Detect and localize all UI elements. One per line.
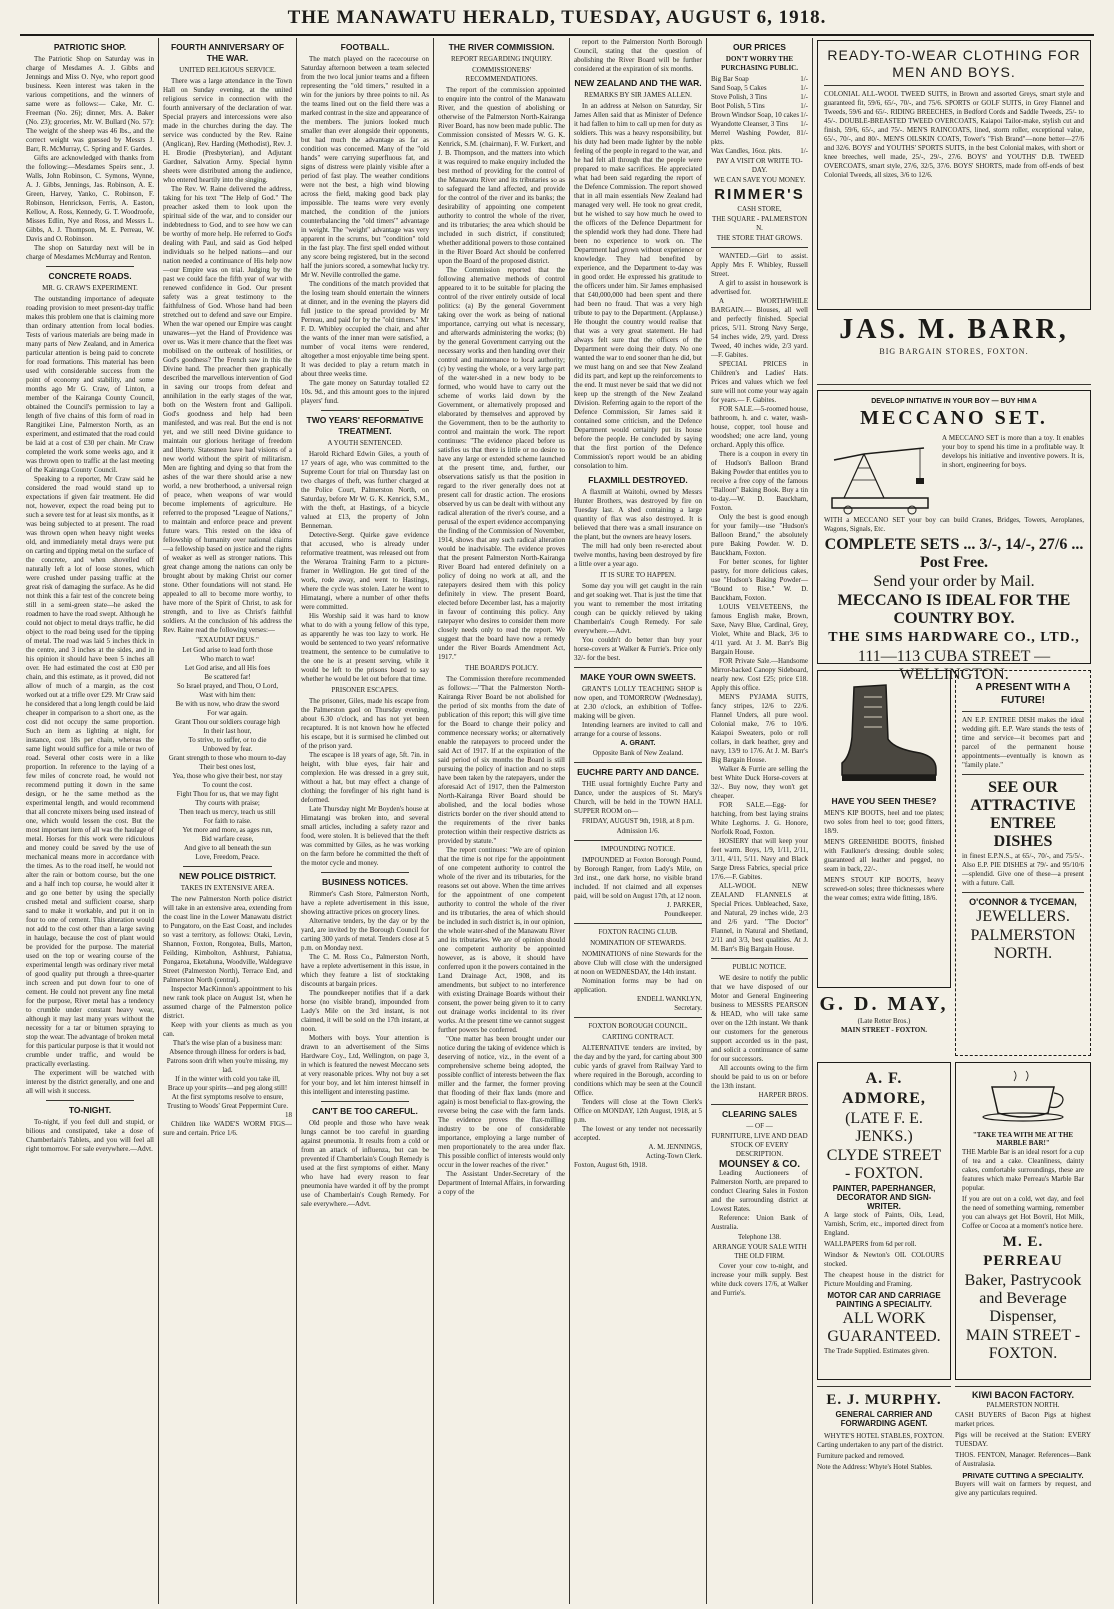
admore-ad	[817, 1062, 951, 1380]
verse-line: Fight Thou for us, that we may fight	[176, 790, 279, 798]
paragraph: Detective-Sergt. Quirke gave evidence that accused, who is already under reformative treatment, was released out from the Weraroa Training Farm to a picture-framer in Wellington. He got tired of the work, rode away, and went to Hastings, where the cycle was stolen. Later he went to Himatangi, where a number of other thefts were committed.	[301, 531, 429, 611]
ad-text: The Trade Supplied. Estimates given.	[824, 1347, 929, 1355]
verse-heading: "EXAUDIAT DEUS."	[196, 636, 259, 644]
classified: FOR SALE.—Egg- for hatching, from best laying strains White Leghorns. J. G. Honore, Norfolk Road, Foxton.	[711, 801, 808, 836]
boot-icon	[824, 677, 944, 787]
paragraph: The poundkeeper notifies that if a dark horse (no visible brand), impounded from Lady's Mile on the 3rd instant, is not claimed, it will be sold on the 17th instant, at noon.	[301, 989, 429, 1033]
paragraph: The outstanding importance of adequate roading provision to meet present-day traffic makes this problem one that is claiming more than ordinary attention from local bodies. Tests of various materials are being made in many parts of New Zealand, and in America particular attention is being paid to concrete for road formations. This material has been used with considerable success from the point of economy and stability, and some months ago Mr G. Craw, of Linton, a member of the Kairanga County Council, obtained the Council's permission to lay a length of five chains of this form of road in Rangitikei Line, Palmerston North, as an experiment, and estimated that the road could be laid at a cost of £30 per chain. Mr Craw completed the work some weeks ago, and it was thrown open to traffic at the last meeting of the Kairanga County Council.	[26, 295, 154, 474]
store-subtitle: CASH STORE,	[737, 205, 782, 213]
classified: There is a coupon in every tin of Hudson's Balloon Brand Baking Powder that entitles you to receive a free copy of the famous "Balloon" Baking Book. Buy a tin to-day.—W. D. Bauckham, Foxton.	[711, 450, 809, 512]
headline: CAN'T BE TOO CAREFUL.	[312, 1106, 418, 1116]
verse-line: Unbowed by fear.	[202, 745, 253, 753]
divider	[711, 958, 808, 959]
ad-subtitle: SEE OUR ATTRACTIVE ENTREE DISHES	[970, 779, 1076, 850]
firm-address: CLYDE STREET - FOXTON.	[826, 1147, 942, 1182]
signature: A. GRANT.	[620, 740, 656, 747]
headline: BUSINESS NOTICES.	[322, 877, 408, 887]
subheadline: PRISONER ESCAPES.	[331, 686, 399, 694]
paragraph: The prisoner, Giles, made his escape from the Palmerston gaol on Thursday evening, about 6.30 o'clock, and has not yet been recaptured. It is not known how he effected his escape, but it is surmised he climbed out of the prison yard.	[301, 697, 429, 750]
headline: NEW POLICE DISTRICT.	[179, 871, 276, 881]
divider	[574, 667, 702, 668]
classified: FOR SALE.—5-roomed house, bathroom, h. and c. water, wash-house, copper, tool house and woodshed; one acre land, young orchard. Apply this office.	[711, 405, 808, 449]
price-row	[711, 129, 808, 147]
divider	[46, 1100, 134, 1101]
headline: FOURTH ANNIVERSARY OF THE WAR.	[170, 42, 285, 63]
firm-address: 111—113 CUBA STREET — WELLINGTON.	[857, 648, 1051, 683]
classified: FOR Private Sale.—Handsome Mirror-backed Canopy Sideboard, nearly new. Cost £25; price £18. Apply this office.	[711, 657, 808, 692]
subheadline: MR. G. CRAW'S EXPERIMENT.	[42, 284, 138, 292]
headline: TO-NIGHT.	[68, 1105, 112, 1115]
paragraph: Mothers with boys. Your attention is drawn to an advertisement of the Sims Hardware Coy., Ltd, Wellington, on page 3, in which is featured the newest Meccano sets at very reasonable prices. Why not buy a set for your boy, and let him interest himself in this intelligent and interesting pastime.	[301, 1034, 429, 1096]
verse-line: And give to all beneath the sun	[183, 844, 272, 852]
verse-line: Patrons soon drift when you're missing, my lad.	[166, 1057, 289, 1074]
paragraph: IMPOUNDED at Foxton Borough Pound, by Borough Ranger, from Lady's Mile, on 3rd inst., one dark horse, no visible brand included. If not claimed and all expenses paid, will be sold on August 17th, at 12 noon.	[574, 856, 702, 900]
paragraph: The Rev. W. Raine delivered the address, taking for his text "The Help of God." The preacher asked them to look upon the spiritual side of the war, and to consider our indebtedness to God, and to see how we can be worthy of more help. He referred to God's dealing with Paul, and said as God helped individuals so he helped nations—and our nation needed a continuance of His help now—our Empire was on trial. Judging by the past we could face the fifth year of war with renewed confidence in God. Our present safety was a great testimony to the faithfulness of God. Whose hand had been stretched out to defend and save our Empire. When the war opened our Empire was caught unawares—yet the Hand of Providence was over us. Was it mere chance that the fleet was mobilised on the outbreak of hostilities, or God's goodness? The French saw in this the Divine hand. The preacher then graphically described the marvellous intervention of God in saving our troops from defeat and annihilation in the early stages of the war, both on the Western front and Gallipoli. God's goodness and help had been manifested, and was real. But the end is not yet, and we still need Divine guidance to maintain our glorious heritage of freedom and liberty. Statesmen have had visions of a new world without the spirit of militarism. Men are fighting and dying so that from the ashes of the war there should arise a new world, a new brotherhood, a universal reign of peace, when weapons of war would become implements of agriculture. He referred to the proposed "League of Nations," to maintain and enforce peace and prevent future wars. This rested on the idea of fellowship of humanity over national claims—a fellowship based on justice and the rights of weaker as well as stronger nations. This great change among the nations can only be brought about by making Christ our corner stone. Other foundations will not stand. He appealed to all to become more worthy, to have more of the Spirit of Christ, to ask for strength, and to live as Christ's faithful soldiers. At the conclusion of his address the Rev. Raine read the following verses:—	[163, 185, 292, 634]
column-4	[434, 38, 570, 1604]
paragraph: Tenders will close at the Town Clerk's Office on MONDAY, 12th August, 1918, at 5 p.m.	[574, 1098, 702, 1124]
column-5	[570, 38, 707, 1604]
subheadline: IMPOUNDING NOTICE.	[600, 845, 676, 853]
verse-line: Be with us now, who draw the sword	[175, 700, 280, 708]
firm-trade: JEWELLERS.	[976, 908, 1070, 925]
paragraph: WE desire to notify the public that we have disposed of our Motor and General Engineering business to MESSRS PEARSON & HEAD, who will take same over on the 12th instant. We thank our customers for the generous support accorded us in the past, and solicit a continuance of same for our successors.	[711, 974, 808, 1063]
firm-name: A. F. ADMORE,	[842, 1070, 926, 1107]
classified: WANTED.—Girl to assist. Apply Mrs F. Whibley, Russell Street.	[711, 252, 808, 278]
paragraph: The conditions of the match provided that the losing team should entertain the winners at dinner, and in the evening the players did full justice to the spread provided by Mr Perreau, and paid for by the "old timers." Mr F. D. Whibley occupied the chair, and after the wants of the inner man were satisfied, a number of vocal items were rendered, altogether a most enjoyable time being spent. It was decided to play a return match in about three weeks time.	[301, 280, 429, 378]
ad-feature: PRIVATE CUTTING A SPECIALITY.	[962, 1471, 1084, 1480]
price-value: 1/-	[800, 111, 808, 119]
paragraph: The mill had only been re-erected about twelve months, having been destroyed by fire a little over a year ago.	[574, 542, 702, 568]
verse-line: Yet more and more, as ages run,	[182, 826, 273, 834]
store-slogan: THE STORE THAT GROWS.	[716, 234, 803, 242]
ad-text: COLONIAL ALL-WOOL TWEED SUITS, in Brown and assorted Greys, smart style and guaranteed fit, 59/6, 65/-, 70/-, and 75/6. SPORTS or GOLF SUITS, in Grey Flannel and Tweeds, 59/6 and 65/-. RIDING BREECHES, in Bedford Cords and Saddle Tweeds, 25/- to 45/-. DOUBLE-BREASTED TWEED OVERCOATS, Kaiapoi Tailor-make, stylish cut and finish, 59/6, 65/-, and 75/-. MEN'S RAINCOATS, lined, storm roller, exceptional value, 65/-, 70/-, and 80/-. MEN'S OILSKIN COATS, Tower's "Fish Brand"—none better—27/6 and 32/6. BOYS' and YOUTHS' SPORTS SUITS, in the best Colonial makes, with short or knee breeches, well made, 25/-, 29/-, 27/6. BOYS' and YOUTHS' D.B. TWEED OVERCOATS, smart style, 27/6, 32/5, 37/6. BOYS' SHORTS, made from off-ends of best Colonial Tweeds, all sizes, 3/6 to 12/6.	[824, 90, 1084, 179]
divider	[574, 762, 702, 763]
paragraph: The Commission reported that the following alternative methods of control appeared to it to be suitable for placing the control of the river entirely outside of local politics: (a) By the general Government taking over the work as being of national importance, carrying out what is necessary, and afterwards administering the works; (b) by the general Government carrying out the necessary works and then handing over their control and maintenance to local authority; (c) by vesting the whole, or a very large part of the water-shed in a new body to be formed, who would have to carry out the scheme of works laid down by the Government, or alternatively proposed and elaborated by themselves and approved by the Government, then to be the authority to control and maintain the work. The report continues: "The evidence placed before us satisfies us that there is little or no desire to have any large or extended scheme launched at the present time, and, further, our observations satisfy us that the position in regard to the river generally does not at present call for drastic action. The erosions observed by us can be dealt with without any radical alteration of the river's course, and a perusal of the expert evidence accompanying the finding of the Commission of November, 1914, shows that any such radical alteration would be inadvisable. The evidence proves that the present Palmerston North-Kairanga River Board had entered definitely on a policy of doing no work at all, and the ratepayers desired them with this policy definitely in view. The present Board, elected before December last, has a majority in favour of continuing this policy. Any ratepayer who desires to consider them more closely needs only to read the report. We suggest that the board have now a remedy under the River Boards Amendment Act, 1917."	[438, 266, 565, 661]
price-item: Big Bar Soap	[711, 75, 749, 83]
paragraph: The escapee is 18 years of age, 5ft. 7in. in height, with blue eyes, fair hair and complexion. He was dressed in a grey suit, without a hat, but may effect a change of clothing; the forefinger of his right hand is deformed.	[301, 751, 429, 804]
price-value: 1/-	[800, 102, 808, 110]
call-to-action: ARRANGE YOUR SALE WITH THE OLD FIRM.	[712, 1243, 807, 1260]
dateline: Foxton, August 6th, 1918.	[574, 1161, 648, 1169]
ad-text: A large stock of Paints, Oils, Lead, Varnish, Scrim, etc., imported direct from England.	[824, 1211, 944, 1237]
verse-line: Absence through illness for orders is bad,	[169, 1048, 286, 1056]
paragraph: Intending learners are invited to call and arrange for a course of lessons.	[574, 721, 702, 738]
firm-subtitle: (LATE F. E. JENKS.)	[845, 1110, 923, 1145]
clothing-ad	[817, 40, 1091, 310]
subheadline: COMMISSIONERS' RECOMMENDATIONS.	[465, 66, 538, 83]
barr-banner	[817, 314, 1091, 385]
firm-trade: Baker, Pastrycook and Beverage Dispenser,	[964, 1272, 1082, 1325]
verse-line: Grant Thou our soldiers courage high	[174, 718, 281, 726]
ad-text: Windsor & Newton's OIL COLOURS stocked.	[824, 1251, 944, 1268]
price-item: Merrel Washing Powder, 8 pkts.	[711, 129, 801, 146]
verse-line: For faith to raise.	[203, 817, 252, 825]
verse-line: At the first symptoms resolve to ensure,	[171, 1093, 284, 1101]
signature-title: Poundkeeper.	[664, 910, 702, 918]
divider	[962, 774, 1084, 775]
subheadline: UNITED RELIGIOUS SERVICE.	[179, 66, 276, 74]
verse-line: That's the wise plan of a business man:	[172, 1039, 283, 1047]
murphy-ad	[817, 1386, 951, 1600]
store-subtitle: (Late Retter Bros.)	[857, 1017, 911, 1025]
firm-name: MOUNSEY & CO.	[719, 1159, 800, 1170]
call-to-action: WE CAN SAVE YOU MONEY.	[713, 176, 806, 184]
divider	[321, 1101, 409, 1102]
store-address: BIG BARGAIN STORES, FOXTON.	[879, 347, 1029, 356]
divider	[962, 892, 1084, 893]
classified: ALL-WOOL NEW ZEALAND FLANNELS at Special Prices. Unbleached, Saxe, and Natural, 29 inches wide, 2/3 and 2/6 yard. "The Doctor" Flannel, in Natural and Shetland, 2/11 and 3/3, best qualities. At J. M. Barr's Big Bargain House.	[711, 882, 808, 953]
headline: PATRIOTIC SHOP.	[53, 42, 127, 52]
store-address: THE SQUARE - PALMERSTON N.	[711, 215, 808, 232]
paragraph: There was a large attendance in the Town Hall on Sunday evening, at the united religious service in connection with the fourth anniversary of the declaration of war. Special prayers and intercessions were also made in the churches during the day. The service was conducted by the Rev. Raine (Anglican), Rev. Harding (Methodist), Rev. J. H. Brodie (Presbyterian), and Adjutant Gardner, Salvation Army. Special hymn sheets were distributed among the audience, who entered heartily into the singing.	[163, 77, 292, 184]
headline: OUR PRICES	[733, 42, 786, 52]
ad-text: THOS. FENTON, Manager. References—Bank of Australasia.	[955, 1451, 1091, 1468]
paragraph: Inspector MacKinnon's appointment to his new rank took place on August 1st, when he assumed charge of the Palmerston police district.	[163, 985, 292, 1020]
subheadline: REPORT REGARDING INQUIRY.	[450, 55, 553, 63]
paragraph: The shop on Saturday next will be in charge of Mesdames McMurray and Renton.	[26, 244, 154, 261]
price-item: Wax Candles, 16oz. pkts.	[711, 147, 782, 155]
ad-text: Note the Address: Whyte's Hotel Stables.	[817, 1463, 933, 1471]
paragraph: report to the Palmerston North Borough Council, stating that the question of abolishing the River Board will be further considered at the expiration of six months.	[574, 38, 702, 73]
verse-block	[163, 646, 292, 862]
subheadline: NOMINATION OF STEWARDS.	[590, 939, 686, 947]
price-row	[711, 147, 808, 156]
headline: FOOTBALL.	[340, 42, 390, 52]
verse-line: Trusting to Woods' Great Peppermint Cure.	[166, 1102, 289, 1110]
paragraph: In an address at Nelson on Saturday, Sir James Allen said that as Minister of Defence it had fallen to him to call up men for duty as soldiers. This was a heavy responsibility, but his duty had been made lighter by the noble feeling of the people in regard to the war, and he had felt all through that the people were prepared to make sacrifices. He appreciated what had been said regarding the report of the Defence Commission. The report showed that in all main essentials New Zealand had managed very well. He took no great credit, but he wished to say how much he owed to the officers of the Defence Department for the splendid work they had done. There had been no experience to work on. The Department had grown without experience or knowledge. They had benefited by experience, and the Department to-day was in good order. He expressed his gratitude to the officers under him. Sir James emphasised that £40,000,000 had been spent and there had been no fraud. That was a very high tribute to pay to the Department. (Applause.) He thought the country would realise that that was a very great statement. He had always felt sure that the officers of the Department were doing their duty. No one wanted the war to end sooner than he did, but we must hang on and see that New Zealand did its part, and kept up the reinforcements to the end. It must never be said that we did not keep up the strength of the New Zealand Division. Referring again to the report of the Defence Commission, Sir James said it contained some criticism, and the Defence Department would certainly put its house before the people. He concluded by saying that the first portion of the Defence Commission's report would be an abiding consolation to him.	[574, 102, 702, 470]
paragraph: Some day you will get caught in the rain and get soaking wet. That is just the time that you want to remember the most irritating cough can be quickly relieved by taking Chamberlain's Cough Remedy. For sale everywhere.—Advt.	[574, 582, 702, 635]
paragraph: You couldn't do better than buy your horse-covers at Walker & Furrie's. Price only 32/- for the best.	[574, 636, 702, 662]
paragraph: The match played on the racecourse on Saturday afternoon between a team selected from the two local junior teams and a fifteen representing the "old timers," resulted in a win for the juniors by three points to nil. As the teams lined out on the field there was a marked contrast in the size and appearance of the members. The juniors looked much smaller than ever alongside their opponents, but had much the advantage as far as condition was concerned. Many of the "old hands" were carrying superfluous fat, and signs of distress were plainly visible after a period of fast play. The weather conditions were not the best, a high wind blowing across the field, making good back play impossible. The teams were very evenly matched, the condition of the juniors counterbalancing the "old timers'" advantage in weight. The "weight" advantage was very apparent in the scrums, but "condition" told in the fast play. The first spell ended without any score being registered, but in the second half the juniors scored, a somewhat lucky try. Mr W. Neville controlled the game.	[301, 55, 429, 279]
price-value: 1/-	[800, 84, 808, 92]
subheadline: IT IS SURE TO HAPPEN.	[600, 571, 676, 579]
subheadline: FOXTON BOROUGH COUNCIL.	[588, 1022, 688, 1030]
paragraph: "One matter has been brought under our notice during the taking of evidence which is deserving of notice, viz., in the event of a comprehensive scheme being adopted, the possible conflict of interests between the flax miller and the farmer, the former proving that flooding of their flax lands (more and again) is most beneficial to flax-growing, the reverse being the case with the farm lands. The evidence proves the flax-milling industry to be one of considerable importance, employing a large number of men proportionately to the area under flax. This possible conflict of interests would only occur in the lower reaches of the river."	[438, 1035, 565, 1169]
price-value: 1/-	[800, 93, 808, 101]
price-row	[711, 120, 808, 129]
column-6	[707, 38, 813, 1604]
paragraph: ALTERNATIVE tenders are invited, by the day and by the yard, for carting about 300 cubic yards of gravel from Railway Yard to where required in the Borough, according to conditions which may be seen at the Council Office.	[574, 1044, 702, 1097]
masthead: THE MANAWATU HERALD, TUESDAY, AUGUST 6, 1918.	[20, 4, 1094, 36]
price-value: 1/-	[800, 75, 808, 83]
price-row	[711, 102, 808, 111]
paragraph: NOMINATIONS of nine Stewards for the above Club will close with the undersigned at noon on WEDNESDAY, the 14th instant.	[574, 950, 702, 976]
call-to-action: PAY A VISIT OR WRITE TO-DAY.	[716, 157, 803, 174]
classified: Walker & Furrie are selling the best White Duck Horse-covers at 32/-. Buy now, they won't get cheaper.	[711, 765, 808, 800]
paragraph: Speaking to a reporter, Mr Craw said he considered the road would stand up to expectations if given fair treatment. He did not, however, expect the road being put to such a severe test for at least six months, as it was being subjected to at present. The road was thrown open when heavy night weeks old, and immediately metal drays were put on carting and tipping metal on the surface of the concrete, and when shovelled off naturally left a lot of loose stones, which were crushed under passing traffic at the great risk of damaging the surface. As he did not think this a fair test of the concrete being still in a semi-green state—he asked the roadmen to have the road swept. Although he could not object to metal drays traffic, he did object to the road being used for the tipping of metal. The road was laid 5 inches thick in the centre, and 3 inches at the sides, and in his opinion it should have been 5 inches all over. He had estimated the cost at £30 per chain, and this estimate, as it proved, did not allow of much of a margin, as the cost worked out at a trifle over £29. Mr Craw said he considered that a long length could be laid cheaper in comparison to a short one, as the cost did not occupy the same proportion. Such an item as lighting at night, for instance, cost 18s per chain, whereas the same light would suffice for a mile or two of road. Several other costs were in a like proportion. In reference to the laying of a few miles of concrete road, he would not recommend putting it down in the same design, or he the same method as the experimental length, and would recommend that all concrete mixers being used instead of one, which would lessen the cost. But the most important item of all was the haulage of metal. Horses for this work were ridiculous and money could be saved by the use of mechanical means more in accordance with the times. As to the road itself, he would not alter the rain or bottom course, but the one and a half inch top course, he would alter it and go one better by using the specially crushed metal and sufficient coarse, sharp sand to make it workable, and put it on in four to one of cement. This alteration would not add to the cost other than a large saving in haulage, because the cost of plant would be provided for the purpose. The material used on the top or wearing course of the experimental length was ordinary river metal of good quality put through a three-quarter inch screen and put down four to one of cement. He could not prevent any fine metal for the purpose, River metal has a tendency to crumble under constant heavy wear, although it may last many years without the necessity for a tar or bitumen spraying to stop the wear. The advantage of broken metal for this particular purpose is that it would not crumble under traffic, and would be practically everlasting.	[26, 475, 154, 1068]
verse-line: Be scattered far!	[204, 673, 251, 681]
admission: Admission 1/6.	[616, 827, 660, 835]
paragraph: The Commission therefore recommended as follows:—"That the Palmerston North-Kairanga River Board be not abolished for the period of six months from the date of publication of this report; this will give time for the Board to change their policy and commence necessary works; or alternatively enable the ratepayers to proceed under the said Act of 1917. If at the expiration of the said period of six months the Board is still pursuing the policy of inaction and no steps have been taken by the ratepayers, under the aforesaid Act of 1917, then the Palmerston North-Kairanga River Board should be abolished, and the local bodies whose districts border on the river should attend to the requirements of the river banks protection within their respective districts as provided by statute."	[438, 675, 565, 845]
divider	[46, 266, 134, 267]
price-item: Wyandotte Cleanser, 3 Tins	[711, 120, 789, 128]
paragraph: The Assistant Under-Secretary of the Department of Internal Affairs, in forwarding a copy of the	[438, 1170, 565, 1196]
paragraph: The Patriotic Shop on Saturday was in charge of Mesdames A. J. Gibbs and Jennings and Miss O. Nye, who report good business. Keen interest was taken in the various competitions, and the winners of same were as follows:— Cake, Mr. C. Freeman (No. 26); dinner, Mrs. A. Baker (No. 23); groceries, Mr. W. Bullard (No. 57): The weight of the sheep was 46 lbs., and the correct weight was guessed by Messrs J. Barr, R. McMurray, C. Spring and F. Gardes.	[26, 55, 154, 153]
firm-name: E. J. MURPHY.	[826, 1392, 942, 1408]
ad-text: A MECCANO SET is more than a toy. It enables your boy to spend his time in a profitable way. It develops his initiative and inventive powers. It is, in short, engineering for boys.	[942, 434, 1084, 469]
classified: HOSIERY that will keep your feet warm. Boys, 1/9, 1/11, 2/11, 3/11, 4/11, 5/11. Navy and Black Sarge Dress Fabrics, special price 17/6.—F. Gabites.	[711, 837, 808, 881]
price-row	[711, 84, 808, 93]
verse-line: Let God arise to lead forth those	[182, 646, 273, 654]
subheadline: DON'T WORRY THE PURCHASING PUBLIC.	[720, 55, 798, 72]
signature: J. PARKER,	[667, 901, 702, 909]
paragraph: Nomination forms may be had on application.	[574, 977, 702, 994]
paragraph: Old people and those who have weak lungs cannot be too careful in guarding against pneumonia. It results from a cold or from an attack of influenza, but can be prevented if Chamberlain's Cough Remedy is used at the first symptoms of either. Many who have had every reason to fear pneumonia have warded it off by the prompt use of Chamberlain's Cough Remedy. For sale everywhere.—Advt.	[301, 1119, 429, 1208]
verse-line: Who march to war!	[200, 655, 255, 663]
ad-title: A PRESENT WITH A FUTURE!	[975, 682, 1071, 706]
firm-name: KIWI BACON FACTORY.	[971, 1390, 1074, 1400]
verse-line: To strive, to suffer, or to die	[188, 736, 267, 744]
price-value: 1/-	[800, 120, 808, 128]
paragraph: Rimmer's Cash Store, Palmerston North, have a replete advertisement in this issue, showing attractive prices on grocery lines.	[301, 890, 429, 916]
meccano-crane-icon	[824, 434, 936, 516]
store-address: MAIN STREET - FOXTON.	[840, 1026, 928, 1034]
signature-title: Secretary.	[674, 1004, 702, 1012]
paragraph: Late Thursday night Mr Boyden's house at Himatangi was broken into, and several small articles, including a safety razor and food, were stolen. It is believed that the theft was committed by Giles, as he was working on the farm before he committed the theft of the motor cycle and money.	[301, 805, 429, 867]
ad-text: Pigs will be received at the Station: EVERY TUESDAY.	[955, 1431, 1091, 1448]
headline: MAKE YOUR OWN SWEETS.	[580, 672, 696, 682]
firm-trade: GENERAL CARRIER AND FORWARDING AGENT.	[835, 1410, 933, 1428]
headline: TWO YEARS' REFORMATIVE TREATMENT.	[306, 415, 424, 436]
paragraph: The report of the commission appointed to enquire into the control of the Manawatu River, and the question of abolishing or otherwise of the Palmerston North-Kairanga River Board, has now been made public. The Commission consisted of Messrs W. G. K. Kenrick, S.M. (chairman), F. W. Furkert, and J. B. Thompson, and the matters into which it was required to make enquiry included the best method of providing for the control of the Manawatu River and its tributaries so as to safeguard the land affected, and provide for the control of the river and its banks; the desirability of appointing one competent authority to control the whole of the river, and its tributaries; the area which should be included in such district, if constituted; whether additional powers to those contained in the River Board Act should be conferred upon the Board of the proposed district.	[438, 86, 565, 265]
advt-number: 18	[285, 1111, 292, 1119]
divider	[824, 85, 1084, 86]
paragraph: GRANT'S LOLLY TEACHING SHOP is now open, and TOMORROW (Wednesday), at 2.30 o'clock, an exhibition of Toffee-making will be given.	[574, 685, 702, 720]
ad-title: HAVE YOU SEEN THESE?	[831, 796, 937, 806]
paragraph: Reference: Union Bank of Australia.	[711, 1214, 808, 1231]
divider	[183, 866, 272, 867]
kiwi-bacon-ad	[955, 1386, 1091, 1600]
signature-title: Acting-Town Clerk.	[645, 1152, 702, 1160]
paragraph: Children like WADE'S WORM FIGS—sure and certain. Price 1/6.	[163, 1120, 292, 1137]
subheadline: THE BOARD'S POLICY.	[465, 664, 538, 672]
verse-line: Brace up your spirits—and peg along still!	[167, 1084, 288, 1092]
paragraph: Leading Auctioneers of Palmerston North, are prepared to conduct Clearing Sales in Foxton and the surrounding district at Lowest Rates.	[711, 1169, 808, 1213]
verse-line: Let God arise, and all His foes	[184, 664, 271, 672]
price-item: Sand Soap, 5 Cakes	[711, 84, 767, 92]
subheadline: REMARKS BY SIR JAMES ALLEN.	[584, 91, 692, 99]
ad-feature: ALL WORK GUARANTEED.	[827, 1310, 941, 1345]
paragraph: All accounts owing to the firm should be paid to us on or before the 13th instant.	[711, 1064, 808, 1090]
event-date: FRIDAY, AUGUST 9th, 1918, at 8 p.m.	[581, 817, 695, 825]
headline: NEW ZEALAND AND THE WAR.	[574, 78, 702, 88]
price-list	[711, 75, 808, 156]
firm-trade: PAINTER, PAPERHANGER, DECORATOR AND SIGN-WRITER.	[832, 1184, 936, 1211]
paragraph: A flaxmill at Waitohi, owned by Messrs Hunter Brothers, was destroyed by fire on Tuesday last. A shed containing a large quantity of flax was also destroyed. It is believed that there was a small insurance on the plant, but the owners are heavy losers.	[574, 488, 702, 541]
price-value: 1/-	[800, 129, 808, 137]
store-name: JAS. M. BARR,	[839, 314, 1069, 345]
headline: CONCRETE ROADS.	[48, 271, 132, 281]
ad-text: Send your order by Mail.	[873, 573, 1035, 590]
firm-name: THE SIMS HARDWARE CO., LTD.,	[828, 630, 1080, 645]
signature: HARPER BROS.	[758, 1091, 808, 1099]
classified: MEN'S PYJAMA SUITS, fancy stripes, 12/6 to 22/6. Flannel Unders, all pure wool. Colonial make, 7/6 to 10/6. Kaiapoi Sweaters, polo or roll collars, in dark heather, grey and navy, 13/9 to 17/6. At J. M. Barr's Big Bargain House.	[711, 693, 808, 764]
classified: A WORTHWHILE BARGAIN.— Blouses, all well and perfectly finished. Special prices, 5/11. Strong Navy Serge, 54 inches wide, 2/9, yard. Dress Tweed, 40 inches wide, 2/3 yard.—F. Gabites.	[711, 297, 808, 359]
price-row	[711, 93, 808, 102]
ad-text: MEN'S STOUT KIP BOOTS, heavy screwed-on soles; three thicknesses where the wear comes; extra wide fitting, 18/6.	[824, 876, 944, 902]
column-1	[22, 38, 159, 1604]
verse-line: Then teach us mercy, teach us still	[179, 808, 276, 816]
firm-name: M. E. PERREAU	[983, 1234, 1063, 1269]
divider	[711, 1104, 808, 1105]
ad-text: THE Marble Bar is an ideal resort for a cup of tea and a cake. Cleanliness, dainty cakes, comfortable surroundings, these are features which make Perreau's Marble Bar popular.	[962, 1148, 1084, 1192]
classified: A girl to assist in housework is advertised for.	[711, 279, 808, 296]
firm-address: PALMERSTON NORTH.	[986, 1401, 1060, 1409]
paragraph: The lowest or any tender not necessarily accepted.	[574, 1125, 702, 1142]
price-row	[711, 75, 808, 84]
ad-kicker: DEVELOP INITIATIVE IN YOUR BOY — BUY HIM A	[871, 398, 1037, 405]
ad-text: Furniture packed and removed.	[817, 1452, 905, 1460]
ad-title: MECCANO SET.	[860, 407, 1048, 429]
ad-text: in finest E.P.N.S., at 65/-, 70/-, and 75/5/-. Also E.P. PIE DISHES at 79/- and 95/10/6—splendid. Give one of these—a present with a future. Call.	[962, 852, 1084, 887]
subheadline: TAKES IN EXTENSIVE AREA.	[180, 884, 275, 892]
ad-text: AN E.P. ENTREE DISH makes the ideal wedding gift. E.P. Ware stands the tests of time and service—it becomes part and parcel of the permanent house appointments—eventually is known as "family plate."	[962, 716, 1084, 769]
subheadline: PUBLIC NOTICE.	[732, 963, 787, 971]
tea-cup-icon	[962, 1069, 1084, 1125]
verse-line: Yea, those who give their best, nor stay	[172, 772, 283, 780]
subheadline: FOXTON RACING CLUB.	[598, 928, 678, 936]
column-3	[297, 38, 434, 1604]
price-item: Boot Polish, 5 Tins	[711, 102, 765, 110]
classified: SPECIAL PRICES in Children's and Ladies' Hats. Prices and values which we feel sure will not come your way again for years.— F. Gabites.	[711, 360, 808, 404]
subheadline: FURNITURE, LIVE AND DEAD STOCK OF EVERY DESCRIPTION.	[711, 1132, 808, 1158]
verse-line: To count the cost.	[202, 781, 253, 789]
ad-title: READY-TO-WEAR CLOTHING FOR MEN AND BOYS.	[827, 47, 1081, 80]
signature: A. M. JENNINGS,	[648, 1143, 702, 1151]
firm-address: WHYTE'S HOTEL STABLES, FOXTON.	[824, 1432, 944, 1440]
divider	[321, 872, 409, 873]
meccano-ad	[817, 390, 1091, 683]
ad-text: WITH a MECCANO SET your boy can build Cranes, Bridges, Towers, Aeroplanes, Wagons, Signals, Etc.	[824, 516, 1084, 533]
divider	[574, 923, 702, 924]
paragraph: The new Palmerston North police district will take in an extensive area, extending from the coast line in the Lower Manawatu district to Pungatoro, on the East Coast, and includes so vast a territory, as follows: Otaki, Levin, Shannon, Foxton, Rongotea, Bulls, Marton, Feilding, Kimbolton, Ashhurst, Pahiatua, Pongaroa, Eketahuna, Woodville, Waldegrave Street (Palmerston North), Terrace End, and Palmerston North (central).	[163, 895, 292, 984]
headline: FLAXMILL DESTROYED.	[588, 475, 688, 485]
telephone: Telephone 138.	[737, 1233, 782, 1241]
firm-name: O'CONNOR & TYCEMAN,	[969, 897, 1077, 907]
verse-line: Grant strength to those who mourn to-day	[168, 754, 287, 762]
divider	[711, 247, 808, 248]
ad-text: MEN'S GREENHIDE BOOTS, finished with Faulkner's dressing; double soles; guaranteed all leather and pegged, no seam in back, 22/-.	[824, 838, 944, 873]
ad-text: The cheapest house in the district for Picture Moulding and Framing.	[824, 1271, 944, 1288]
paragraph: To-night, if you feel dull and stupid, or bilious and constipated, take a dose of Chamberlain's Tablets, and you will feel all right tomorrow. For sale everywhere.—Advt.	[26, 1118, 154, 1153]
price-value: 1/-	[800, 147, 808, 155]
paragraph: Cover your cow to-night, and increase your milk supply. Best white duck covers 17/6, at Walker and Furrie's.	[711, 1262, 808, 1297]
classified: For better scones, for lighter pastry, for more delicious cakes, use "Hudson's Baking Powder— "Bound to Rise." W. D. Bauckham, Foxton.	[711, 558, 808, 602]
divider	[321, 410, 409, 411]
ad-slogan: MECCANO IS IDEAL FOR THE COUNTRY BOY.	[837, 592, 1071, 627]
ad-text: If you are out on a cold, wet day, and feel the need of something warming, remember you can always get Hot Bovril, Hot Milk, Coffee or Cocoa at a moment's notice here.	[962, 1195, 1084, 1230]
firm-address: MAIN STREET - FOXTON.	[965, 1327, 1081, 1362]
classified: Only the best is good enough for your family—use "Hudson's Balloon Brand," the absolutely pure Baking Powder. W. D. Bauckham, Foxton.	[711, 513, 808, 557]
price-item: Brown Windsor Soap, 10 cakes	[711, 111, 800, 119]
paragraph: Gifts are acknowledged with thanks from the following:—Mesdames Speirs senr., J. Walls, John Robinson, C. Symons, Wynne, A. J. Gibbs, Jennings, Jas. Robinson, A. E. Green, Harvey, Yanko, C. Robinson, F. Robinson, Henrickson, Ferris, A. Easton, Kellow, A. Ross, Kennedy, G. T. Woodroofe, Misses Edlin, Nye and Ross, and Messrs L. Gibbs, A. J. Thompson, M. E. Perreau, W. Davis and O. Robinson.	[26, 154, 154, 243]
ad-text: WALLPAPERS from 6d per roll.	[824, 1240, 917, 1248]
marble-bar-ad	[955, 1062, 1091, 1380]
jeweller-ad	[955, 670, 1091, 1056]
divider	[574, 1017, 702, 1018]
store-name: RIMMER'S	[714, 186, 805, 203]
ad-title: "TAKE TEA WITH ME AT THE MARBLE BAR!"	[972, 1131, 1074, 1147]
paragraph: Harold Richard Edwin Giles, a youth of 17 years of age, who was committed to the Supreme Court for trial on Thursday last on two charges of theft, was further charged at the Police Court, Palmerston North, on Saturday, before Mr W. G. K. Kenrick, S.M., with the theft, at Hastings, of a bicycle valued at £13, the property of John Benneman.	[301, 450, 429, 530]
verse-line: For war again.	[207, 709, 248, 717]
ad-text: Carting undertaken to any part of the district.	[817, 1441, 944, 1449]
paragraph: THE usual fortnightly Euchre Party and Dance, under the auspices of St. Mary's Church, will be held in the TOWN HALL SUPPER ROOM on—	[574, 780, 702, 815]
firm-address: PALMERSTON NORTH.	[970, 927, 1076, 962]
paragraph: The experiment will be watched with interest by the district generally, and one and all will wish it success.	[26, 1069, 154, 1095]
headline: THE RIVER COMMISSION.	[448, 42, 555, 52]
divider	[962, 711, 1084, 712]
signature: ENDELL WANKLYN,	[636, 995, 702, 1003]
paragraph: His Worship said it was hard to know what to do with a young fellow of this type, as apparently he was too lazy to work. He would be sentenced to two years' reformative treatment, the sentence to be cumulative to the one he is at present serving, while it would be left to the prisons board to say whether he would be let out before that time.	[301, 612, 429, 683]
headline: EUCHRE PARTY AND DANCE.	[577, 767, 699, 777]
verse-line: So Israel prayed, and Thou, O Lord,	[176, 682, 279, 690]
divider	[574, 840, 702, 841]
verse-line: Bid warfare cease,	[201, 835, 254, 843]
verse-block	[163, 1039, 292, 1111]
subheadline: — OF —	[746, 1122, 773, 1130]
verse-line: Wast with him then:	[199, 691, 256, 699]
verse-line: Their best ones lost,	[199, 763, 256, 771]
subheadline: A YOUTH SENTENCED.	[327, 439, 403, 447]
ad-feature: MOTOR CAR AND CARRIAGE PAINTING A SPECIALITY.	[827, 1291, 941, 1309]
verse-line: In their last hour,	[203, 727, 252, 735]
may-banner	[817, 992, 951, 1056]
paragraph: The gate money on Saturday totalled £2 10s. 9d., and this amount goes to the injured players' fund.	[301, 379, 429, 405]
headline: CLEARING SALES	[721, 1109, 798, 1119]
column-2	[159, 38, 297, 1604]
price-item: Stove Polish, 3 Tins	[711, 93, 768, 101]
store-name: G. D. MAY,	[819, 993, 949, 1015]
verse-line: Love, Freedom, Peace.	[195, 853, 260, 861]
price-row	[711, 111, 808, 120]
ad-text: CASH BUYERS of Bacon Pigs at highest market prices.	[955, 1411, 1091, 1428]
verse-line: Thy courts with praise;	[195, 799, 260, 807]
classified: LOUIS VELVETEENS, the famous English make, Brown, Saxe, Navy Blue, Cardinal, Grey, Violet, White and Black, 3/6 to 4/11 yard. At J. M. Barr's Big Bargain House.	[711, 603, 808, 656]
verse-line: If in the winter with cold you take ill,	[175, 1075, 280, 1083]
subheadline: CARTING CONTRACT.	[602, 1033, 674, 1041]
paragraph: Alternative tenders, by the day or by the yard, are invited by the Borough Council for carting 300 yards of metal. Tenders close at 5 p.m. on Monday next.	[301, 917, 429, 952]
boots-ad	[817, 670, 951, 988]
ad-text: Buyers will wait on farmers by request, and give any particulars required.	[955, 1480, 1091, 1497]
ad-text: MEN'S KIP BOOTS, heel and toe plates; two soles from heel to toe; good fitters, 18/9.	[824, 809, 944, 835]
paragraph: Keep with your clients as much as you can.	[163, 1021, 292, 1038]
paragraph: The report continues: "We are of opinion that the time is not ripe for the appointment of one competent authority to control the whole of the river and its tributaries, for the reasons set out above. When the time arrives for the appointment of one competent authority to control the whole of the river and its tributaries, the area of which should be included in such district is, in our opinion, the whole water-shed of the Manawatu River and its tributaries. We are of opinion should one competent authority be appointed however, as is above, it should have conferred upon it the powers contained in the Land Drainage Act, 1908, and its amendments, but subject to no interference with existing Drainage Boards without their consent, the power being given to it to carry out drainage works incidental to its river works. At the present time we cannot suggest further powers be conferred.	[438, 846, 565, 1034]
paragraph: The C. M. Ross Co., Palmerston North, have a replete advertisement in this issue, in which they feature a list of stocktaking discounts at bargain prices.	[301, 953, 429, 988]
address: Opposite Bank of New Zealand.	[592, 749, 684, 757]
ad-prices: COMPLETE SETS ... 3/-, 14/-, 27/6 ... Post Free.	[824, 536, 1084, 571]
